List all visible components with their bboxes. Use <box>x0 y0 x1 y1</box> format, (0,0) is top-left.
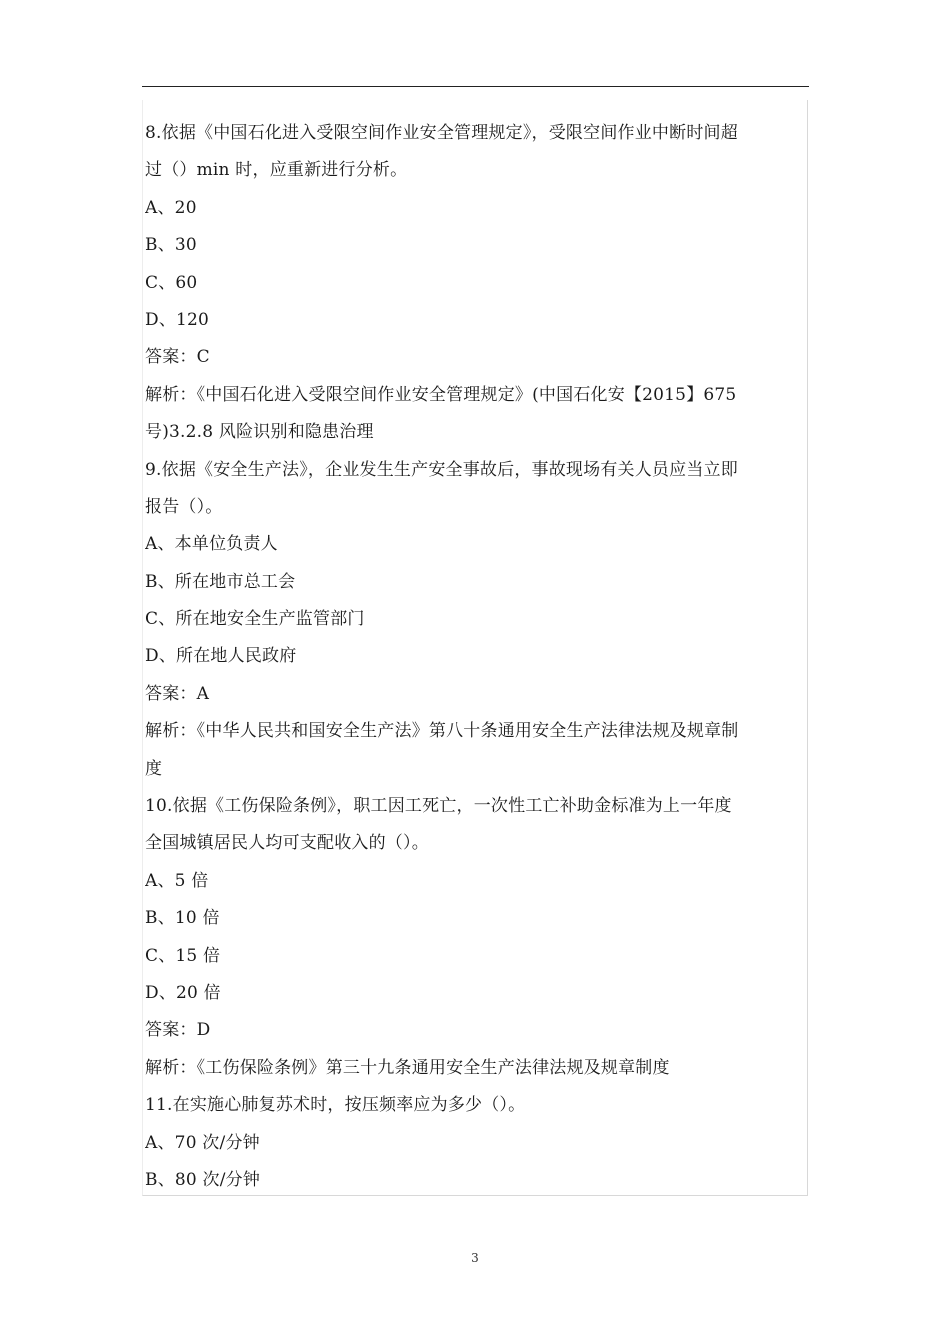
text-line: B、所在地市总工会 <box>145 571 296 592</box>
text-line: 9.依据《安全生产法》，企业发生生产安全事故后，事故现场有关人员应当立即 <box>145 459 738 480</box>
text-line: 8.依据《中国石化进入受限空间作业安全管理规定》，受限空间作业中断时间超 <box>145 123 738 143</box>
text-line: 报告（）。 <box>145 496 223 517</box>
header-rule <box>142 86 809 87</box>
text-line: A、本单位负责人 <box>145 534 278 555</box>
text-line: 答案：A <box>145 683 210 704</box>
text-line: A、70 次/分钟 <box>145 1132 260 1153</box>
text-line: 号)3.2.8 风险识别和隐患治理 <box>145 422 374 443</box>
text-line: 11.在实施心肺复苏术时，按压频率应为多少（）。 <box>145 1095 526 1116</box>
text-line: A、5 倍 <box>145 870 209 891</box>
text-line: B、10 倍 <box>145 908 220 929</box>
text-line: 过（）min 时，应重新进行分析。 <box>145 160 408 181</box>
text-line: 解析：《中国石化进入受限空间作业安全管理规定》(中国石化安【2015】675 <box>145 384 737 405</box>
text-line: 答案：D <box>145 1020 211 1041</box>
text-line: A、20 <box>145 197 197 218</box>
text-line: 全国城镇居民人均可支配收入的（）。 <box>145 833 429 854</box>
text-line: D、20 倍 <box>145 982 221 1003</box>
text-line: 度 <box>145 758 163 779</box>
question-text <box>145 115 807 1199</box>
text-line: B、80 次/分钟 <box>145 1169 261 1190</box>
text-line: 解析：《工伤保险条例》第三十九条通用安全生产法律法规及规章制度 <box>145 1057 670 1078</box>
text-line: 答案：C <box>145 347 210 368</box>
page-number: 3 <box>471 1251 479 1265</box>
text-line: C、所在地安全生产监管部门 <box>145 609 365 630</box>
text-line: D、120 <box>145 309 210 330</box>
text-line: 10.依据《工伤保险条例》，职工因工死亡，一次性工亡补助金标准为上一年度 <box>145 796 732 817</box>
text-line: C、60 <box>145 272 198 293</box>
text-line: C、15 倍 <box>145 945 221 966</box>
text-line: B、30 <box>145 235 197 256</box>
text-line: D、所在地人民政府 <box>145 646 297 667</box>
text-line: 解析：《中华人民共和国安全生产法》第八十条通用安全生产法律法规及规章制 <box>145 721 739 742</box>
